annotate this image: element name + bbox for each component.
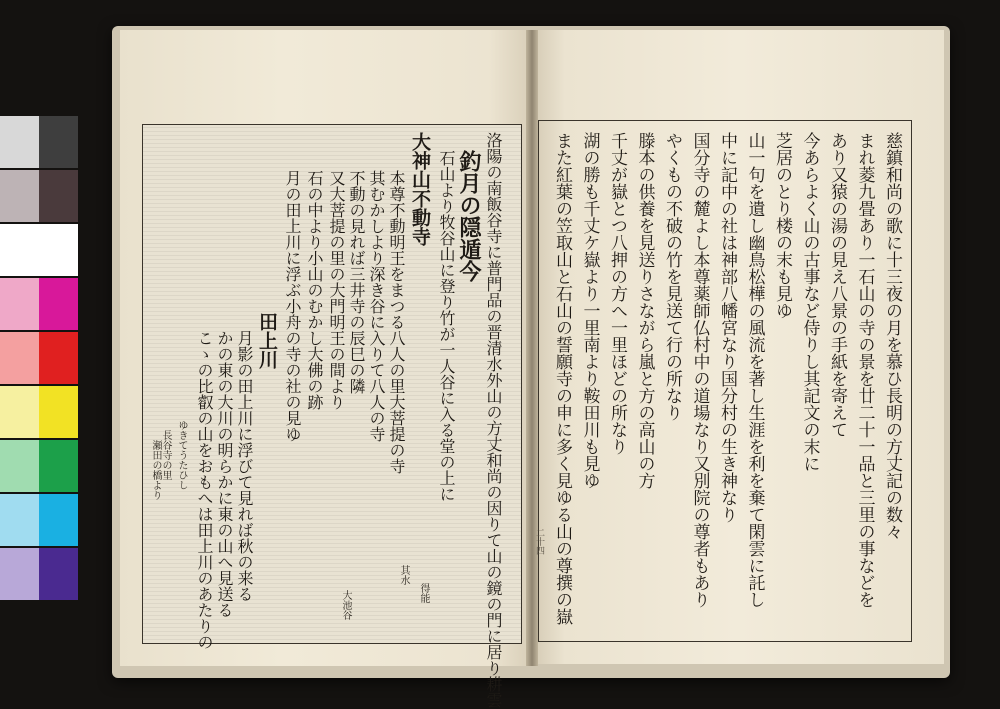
text-column: 石の中より小山のむかし大佛の跡 [305, 170, 324, 410]
calibration-swatch [39, 548, 78, 600]
calibration-swatch [0, 548, 39, 600]
text-column: かの東の大川の明らかに東の山へ見送る [215, 330, 234, 618]
calibration-swatch [39, 494, 78, 546]
text-column: まれ菱九畳あり一石山の寺の景を廿二十一品と三里の事などを [854, 132, 875, 608]
calibration-swatch [0, 116, 39, 168]
text-column: 瀬田の橋より [150, 440, 161, 500]
text-column: 大神山不動寺 [409, 132, 431, 246]
text-column: あり又猿の湯の見え八景の手紙を寄えて [827, 132, 847, 438]
text-column: 大池谷 [340, 590, 351, 620]
text-column: 石山より牧谷山に登り竹が一人谷に入る堂の上に [437, 150, 456, 502]
text-column: 月の田上川に浮ぶ小舟の寺の社の見ゆ [283, 170, 302, 442]
text-column: 月影の田上川に浮びて見れば秋の来る [235, 330, 254, 602]
text-column: やくもの不破の竹を見送て行の所なり [662, 132, 682, 421]
calibration-swatch [0, 386, 39, 438]
text-column: 其むかしより深き谷に入りて八人の寺 [367, 170, 386, 442]
text-column: 本尊不動明王をまつる八人の里大菩提の寺 [387, 170, 406, 474]
text-column: 長谷寺の里 [160, 430, 171, 480]
text-column: こゝの比叡の山をおもへは田上川のあたりの [195, 330, 214, 650]
color-calibration-strip [0, 116, 78, 604]
calibration-swatch [0, 440, 39, 492]
text-column: 山一句を遺し幽鳥松樺の風流を著し生涯を利を棄て閑雲に託し [744, 132, 765, 608]
text-column: 不動の見れば三井寺の辰巳の隣 [347, 170, 366, 394]
calibration-swatch [0, 170, 39, 222]
text-column: 芝居のとり楼の末も見ゆ [772, 132, 792, 319]
calibration-swatch [39, 386, 78, 438]
calibration-swatch [0, 278, 39, 330]
calibration-swatch [39, 170, 78, 222]
text-column: 得能 [418, 583, 429, 603]
calibration-swatch [39, 224, 78, 276]
text-column: 洛陽の南飯谷寺に普門品の晋清水外山の方丈和尚の因りて山の鏡の門に居り耕雲 [484, 132, 503, 708]
text-column: 中に記中の社は神部八幡宮なり国分村の生き神なり [717, 132, 737, 523]
calibration-swatch [39, 278, 78, 330]
calibration-swatch [39, 440, 78, 492]
text-column: 釣月の隠遁今 [456, 150, 482, 282]
text-column: 今あらよく山の古事など侍りし其記文の末に [799, 132, 820, 472]
text-column: 其水 [398, 565, 409, 585]
page-folio: 二十四 [534, 528, 544, 555]
text-column: 又大菩提の里の大門明王の間より [327, 170, 346, 410]
text-column: また紅葉の笠取山と石山の誓願寺の申に多く見ゆる山の尊撰の嶽 [552, 132, 572, 625]
text-column: 慈鎮和尚の歌に十三夜の月を慕ひ長明の方丈記の数々 [882, 132, 902, 540]
text-column: 滕本の供養を見送りさながら嵐と方の高山の方 [634, 132, 655, 489]
calibration-swatch [0, 332, 39, 384]
text-column: 千丈が嶽とつ八押の方へ一里ほどの所なり [607, 132, 627, 455]
text-column: 田上川 [256, 312, 278, 369]
calibration-swatch [39, 332, 78, 384]
calibration-swatch [0, 494, 39, 546]
calibration-swatch [39, 116, 78, 168]
calibration-swatch [0, 224, 39, 276]
text-column: 湖の勝も千丈ケ嶽より一里南より鞍田川も見ゆ [579, 132, 600, 489]
text-column: ゆきてうたひし [176, 420, 187, 490]
text-column: 国分寺の麓よし本尊薬師仏村中の道場なり又別院の尊者もあり [689, 132, 710, 608]
